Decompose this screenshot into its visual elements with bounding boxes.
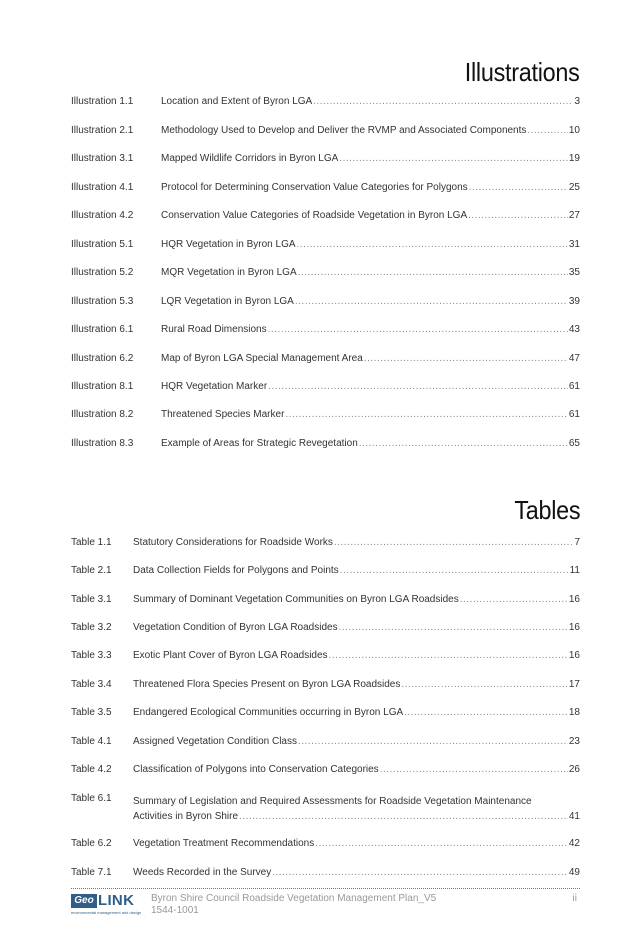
table-entry-label: Table 6.2 [71, 838, 112, 849]
dot-leader [298, 736, 568, 747]
table-entry-title: Assigned Vegetation Condition Class [133, 736, 297, 747]
illustrations-heading: Illustrations [465, 57, 580, 87]
illustration-entry-title: Threatened Species Marker [161, 409, 285, 420]
table-entry-title: Threatened Flora Species Present on Byron LGA Roadsides [133, 679, 401, 690]
illustration-entry-page: 35 [568, 267, 580, 278]
table-entry-label: Table 3.4 [71, 679, 112, 690]
table-entry-page: 16 [568, 594, 580, 605]
table-entry-label: Table 1.1 [71, 537, 112, 548]
table-entry-title: Weeds Recorded in the Survey [133, 867, 272, 878]
dot-leader [334, 537, 574, 548]
table-entry-title: Vegetation Treatment Recommendations [133, 838, 315, 849]
dot-leader [340, 565, 569, 576]
table-entry-title: Vegetation Condition of Byron LGA Roadsides [133, 622, 338, 633]
illustration-entry-title: Protocol for Determining Conservation Value Categories for Polygons [161, 182, 468, 193]
illustration-entry-label: Illustration 5.2 [71, 267, 134, 278]
illustration-entry-title: Mapped Wildlife Corridors in Byron LGA [161, 153, 339, 164]
illustration-entry-page: 3 [574, 96, 580, 107]
footer-page-number: ii [572, 893, 577, 904]
table-entry-page: 7 [574, 537, 580, 548]
dot-leader [329, 650, 568, 661]
illustration-entry-label: Illustration 3.1 [71, 153, 134, 164]
table-entry-label: Table 4.1 [71, 736, 112, 747]
dot-leader [268, 324, 568, 335]
illustration-entry-label: Illustration 5.1 [71, 239, 134, 250]
dot-leader [295, 296, 568, 307]
dot-leader [527, 125, 567, 136]
table-entry-page: 41 [568, 811, 580, 822]
footer-doc-title: Byron Shire Council Roadside Vegetation Management Plan_V5 [151, 893, 437, 904]
illustration-entry-page: 47 [568, 353, 580, 364]
illustration-entry-label: Illustration 6.2 [71, 353, 134, 364]
logo-geo-text: Geo [71, 894, 97, 908]
illustration-entry-title: Methodology Used to Develop and Deliver the RVMP and Associated Components [161, 125, 527, 136]
table-entry-title-continued: Activities in Byron Shire [133, 811, 239, 822]
illustration-entry-page: 61 [568, 409, 580, 420]
table-entry-page: 23 [568, 736, 580, 747]
illustration-entry-page: 25 [568, 182, 580, 193]
dot-leader [315, 838, 568, 849]
illustration-entry-label: Illustration 4.2 [71, 210, 134, 221]
dot-leader [460, 594, 568, 605]
table-entry-page: 11 [569, 565, 580, 576]
illustration-entry-title: HQR Vegetation in Byron LGA [161, 239, 296, 250]
illustration-entry-title: Conservation Value Categories of Roadside Vegetation in Byron LGA [161, 210, 468, 221]
table-entry-page: 16 [568, 622, 580, 633]
logo-tagline: environmental management and design [71, 910, 142, 915]
dot-leader [380, 764, 568, 775]
illustration-entry-label: Illustration 2.1 [71, 125, 134, 136]
dot-leader [364, 353, 568, 364]
dot-leader [401, 679, 568, 690]
dot-leader [339, 153, 568, 164]
footer-divider [71, 888, 580, 889]
dot-leader [297, 239, 568, 250]
table-entry-title: Classification of Polygons into Conservation Categories [133, 764, 379, 775]
illustration-entry-label: Illustration 8.2 [71, 409, 134, 420]
table-entry-page: 16 [568, 650, 580, 661]
dot-leader [359, 438, 568, 449]
table-entry-title: Summary of Dominant Vegetation Communities on Byron LGA Roadsides [133, 594, 459, 605]
table-entry-label: Table 4.2 [71, 764, 112, 775]
illustration-entry-title: Location and Extent of Byron LGA [161, 96, 313, 107]
dot-leader [468, 210, 568, 221]
illustration-entry-label: Illustration 4.1 [71, 182, 134, 193]
illustration-entry-title: HQR Vegetation Marker [161, 381, 268, 392]
table-entry-label: Table 3.1 [71, 594, 112, 605]
dot-leader [272, 867, 568, 878]
dot-leader [298, 267, 568, 278]
illustration-entry-page: 65 [568, 438, 580, 449]
dot-leader [339, 622, 568, 633]
table-entry-label: Table 6.1 [71, 793, 112, 804]
table-entry-label: Table 3.5 [71, 707, 112, 718]
table-entry-title: Endangered Ecological Communities occurring in Byron LGA [133, 707, 404, 718]
geolink-logo [71, 892, 141, 922]
footer-doc-number: 1544-1001 [151, 905, 199, 916]
illustration-entry-label: Illustration 8.1 [71, 381, 134, 392]
illustration-entry-label: Illustration 5.3 [71, 296, 134, 307]
dot-leader [285, 409, 567, 420]
table-entry-label: Table 3.3 [71, 650, 112, 661]
illustration-entry-page: 43 [568, 324, 580, 335]
illustration-entry-page: 61 [568, 381, 580, 392]
dot-leader [239, 811, 568, 822]
table-entry-page: 18 [568, 707, 580, 718]
illustration-entry-page: 31 [568, 239, 580, 250]
illustration-entry-label: Illustration 6.1 [71, 324, 134, 335]
tables-heading: Tables [513, 495, 580, 525]
table-entry-title: Exotic Plant Cover of Byron LGA Roadsides [133, 650, 328, 661]
table-entry-label: Table 3.2 [71, 622, 112, 633]
illustration-entry-title: Map of Byron LGA Special Management Area [161, 353, 363, 364]
table-entry-page: 49 [568, 867, 580, 878]
table-entry-page: 17 [568, 679, 580, 690]
illustration-entry-page: 19 [568, 153, 580, 164]
illustration-entry-title: Example of Areas for Strategic Revegetation [161, 438, 358, 449]
table-entry-title: Summary of Legislation and Required Assessments for Roadside Vegetation Maintenance [133, 796, 532, 807]
logo-link-text: LINK [98, 892, 135, 909]
footer-doc-info [151, 893, 436, 917]
illustration-entry-page: 27 [568, 210, 580, 221]
illustration-entry-label: Illustration 8.3 [71, 438, 134, 449]
illustration-entry-page: 10 [568, 125, 580, 136]
table-entry-page: 42 [568, 838, 580, 849]
illustration-entry-title: Rural Road Dimensions [161, 324, 267, 335]
table-entry-title: Statutory Considerations for Roadside Works [133, 537, 333, 548]
dot-leader [268, 381, 568, 392]
illustration-entry-title: MQR Vegetation in Byron LGA [161, 267, 297, 278]
dot-leader [469, 182, 568, 193]
table-entry-label: Table 7.1 [71, 867, 112, 878]
table-entry-title: Data Collection Fields for Polygons and Points [133, 565, 339, 576]
table-entry-page: 26 [568, 764, 580, 775]
dot-leader [313, 96, 573, 107]
dot-leader [404, 707, 568, 718]
illustration-entry-page: 39 [568, 296, 580, 307]
illustration-entry-title: LQR Vegetation in Byron LGA [161, 296, 294, 307]
table-entry-label: Table 2.1 [71, 565, 112, 576]
illustration-entry-label: Illustration 1.1 [71, 96, 134, 107]
